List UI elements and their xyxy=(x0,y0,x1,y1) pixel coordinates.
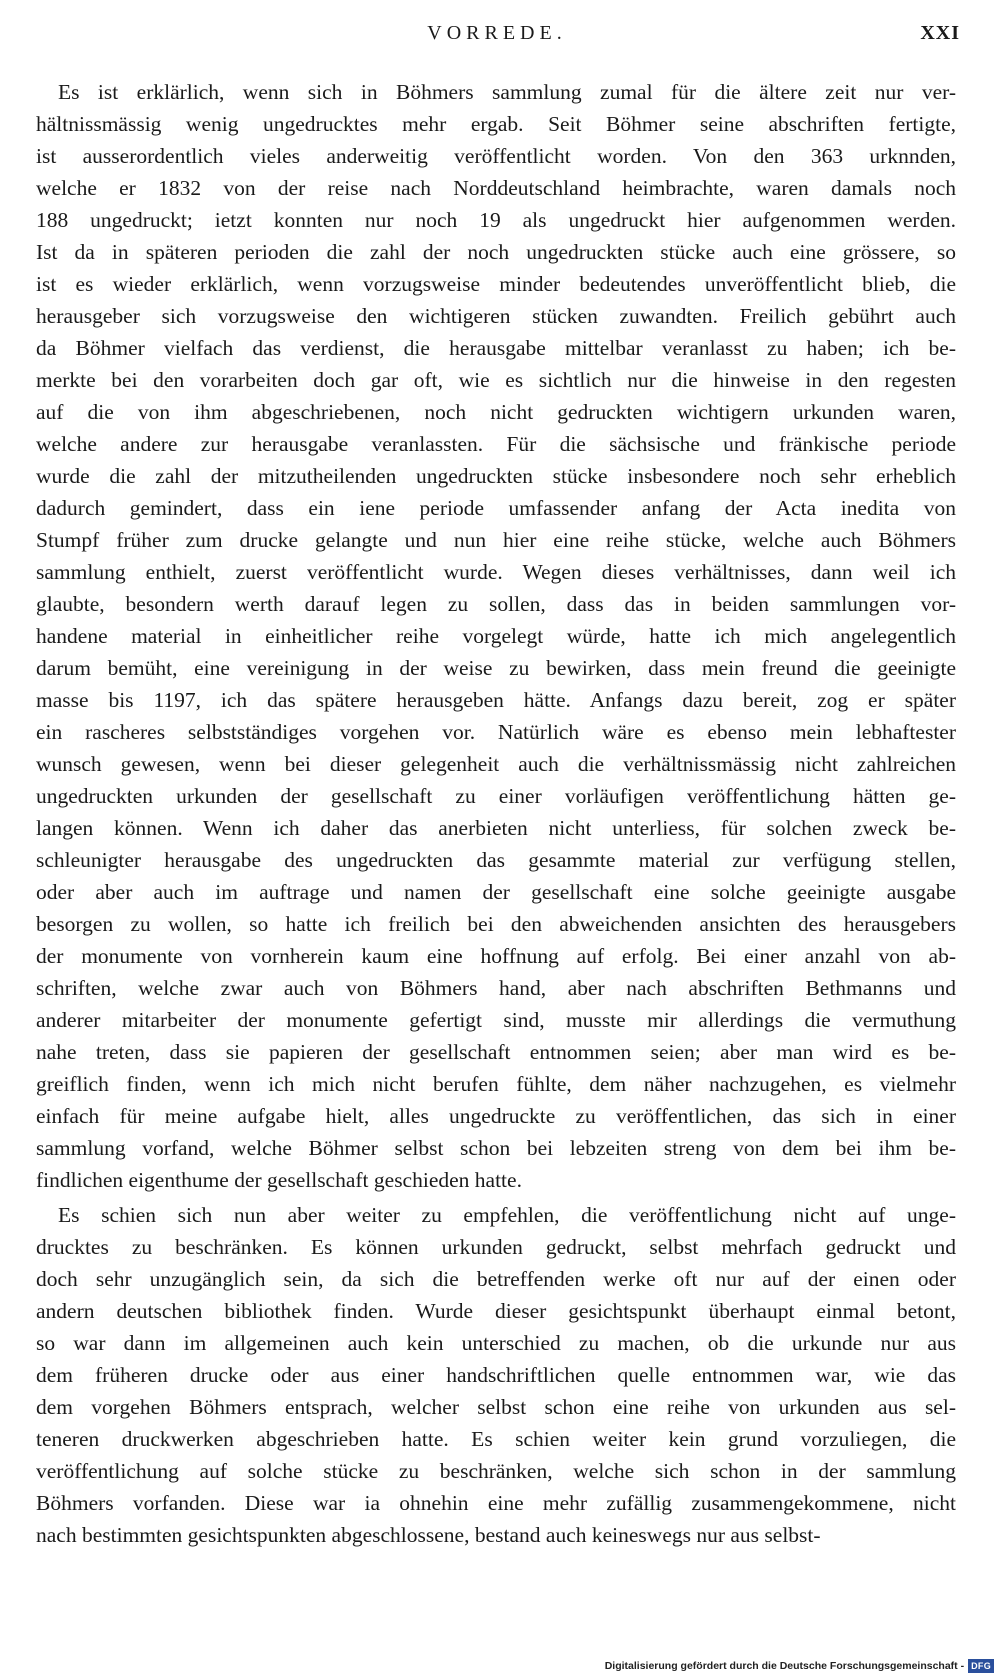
text-line: ein rascheres selbstständiges vorgehen vor. Natürlich wäre es ebenso mein lebhaftester xyxy=(36,720,956,744)
text-line: Stumpf früher zum drucke gelangte und nun hier eine reihe stücke, welche auch Böhmers xyxy=(36,528,956,552)
paragraph xyxy=(36,1199,956,1551)
text-line: schleunigter herausgabe des ungedruckten das gesammte material zur verfügung stellen, xyxy=(36,848,956,872)
text-line: doch sehr unzugänglich sein, da sich die betreffenden werke oft nur auf der einen oder xyxy=(36,1267,956,1291)
text-line: welche er 1832 von der reise nach Norddeutschland heimbrachte, waren damals noch xyxy=(36,176,956,200)
text-line: wunsch gewesen, wenn bei dieser gelegenheit auch die verhältnissmässig nicht zahlreichen xyxy=(36,752,956,776)
text-line: Es schien sich nun aber weiter zu empfehlen, die veröffentlichung nicht auf unge- xyxy=(58,1203,956,1227)
paragraph xyxy=(36,76,956,1196)
text-line: findlichen eigenthume der gesellschaft geschieden hatte. xyxy=(36,1168,522,1192)
text-line: andern deutschen bibliothek finden. Wurde dieser gesichtspunkt überhaupt einmal betont, xyxy=(36,1299,956,1323)
text-line: wurde die zahl der mitzutheilenden ungedruckten stücke insbesondere noch sehr erheblich xyxy=(36,464,956,488)
text-line: sammlung vorfand, welche Böhmer selbst schon bei lebzeiten streng von dem bei ihm be- xyxy=(36,1136,956,1160)
text-line: dadurch gemindert, dass ein iene periode umfassender anfang der Acta inedita von xyxy=(36,496,956,520)
text-line: veröffentlichung auf solche stücke zu beschränken, welche sich schon in der sammlung xyxy=(36,1459,956,1483)
text-line: nach bestimmten gesichtspunkten abgeschlossene, bestand auch keineswegs nur aus selbst- xyxy=(36,1523,821,1547)
text-line: dem vorgehen Böhmers entsprach, welcher selbst schon eine reihe von urkunden aus sel- xyxy=(36,1395,956,1419)
text-line: einfach für meine aufgabe hielt, alles ungedruckte zu veröffentlichen, das sich in einer xyxy=(36,1104,956,1128)
text-line: der monumente von vornherein kaum eine hoffnung auf erfolg. Bei einer anzahl von ab- xyxy=(36,944,956,968)
page-number: XXI xyxy=(920,22,960,44)
text-line: oder aber auch im auftrage und namen der gesellschaft eine solche geeinigte ausgabe xyxy=(36,880,956,904)
text-line: hältnissmässig wenig ungedrucktes mehr ergab. Seit Böhmer seine abschriften fertigte, xyxy=(36,112,956,136)
text-line: merkte bei den vorarbeiten doch gar oft, wie es sichtlich nur die hinweise in den regesten xyxy=(36,368,956,392)
text-line: anderer mitarbeiter der monumente gefertigt sind, musste mir allerdings die vermuthung xyxy=(36,1008,956,1032)
text-line: greiflich finden, wenn ich mich nicht berufen fühlte, dem näher nachzugehen, es vielmehr xyxy=(36,1072,956,1096)
text-line: teneren druckwerken abgeschrieben hatte. Es schien weiter kein grund vorzuliegen, die xyxy=(36,1427,956,1451)
text-line: langen können. Wenn ich daher das anerbieten nicht unterliess, für solchen zweck be- xyxy=(36,816,956,840)
text-line: glaubte, besondern werth darauf legen zu sollen, dass das in beiden sammlungen vor- xyxy=(36,592,956,616)
text-line: sammlung enthielt, zuerst veröffentlicht wurde. Wegen dieses verhältnisses, dann weil ich xyxy=(36,560,956,584)
text-line: besorgen zu wollen, so hatte ich freilich bei den abweichenden ansichten des herausgebers xyxy=(36,912,956,936)
running-head xyxy=(34,22,960,52)
text-line: ist es wieder erklärlich, wenn vorzugsweise minder bedeutendes unveröffentlicht blieb, die xyxy=(36,272,956,296)
text-line: auf die von ihm abgeschriebenen, noch nicht gedruckten wichtigern urkunden waren, xyxy=(36,400,956,424)
text-line: Es ist erklärlich, wenn sich in Böhmers sammlung zumal für die ältere zeit nur ver- xyxy=(58,80,956,104)
text-line: dem früheren drucke oder aus einer handschriftlichen quelle entnommen war, wie das xyxy=(36,1363,956,1387)
running-head-title: VORREDE. xyxy=(427,22,567,44)
text-line: ungedruckten urkunden der gesellschaft zu einer vorläufigen veröffentlichung hätten ge- xyxy=(36,784,956,808)
text-line: schriften, welche zwar auch von Böhmers hand, aber nach abschriften Bethmanns und xyxy=(36,976,956,1000)
digitization-credit-text: Digitalisierung gefördert durch die Deutsche Forschungsgemeinschaft - xyxy=(604,1660,965,1672)
text-line: so war dann im allgemeinen auch kein unterschied zu machen, ob die urkunde nur aus xyxy=(36,1331,956,1355)
text-line: ist ausserordentlich vieles anderweitig veröffentlicht worden. Von den 363 urknnden, xyxy=(36,144,956,168)
text-line: 188 ungedruckt; ietzt konnten nur noch 19 als ungedruckt hier aufgenommen werden. xyxy=(36,208,956,232)
text-line: nahe treten, dass sie papieren der gesellschaft entnommen seien; aber man wird es be- xyxy=(36,1040,956,1064)
text-line: Ist da in späteren perioden die zahl der noch ungedruckten stücke auch eine grössere, so xyxy=(36,240,956,264)
text-line: darum bemüht, eine vereinigung in der weise zu bewirken, dass mein freund die geeinigte xyxy=(36,656,956,680)
text-line: handene material in einheitlicher reihe vorgelegt würde, hatte ich mich angelegentlich xyxy=(36,624,956,648)
dfg-logo: DFG xyxy=(968,1659,994,1673)
body-text xyxy=(36,76,956,1551)
text-line: Böhmers vorfanden. Diese war ia ohnehin eine mehr zufällig zusammengekommene, nicht xyxy=(36,1491,956,1515)
text-line: da Böhmer vielfach das verdienst, die herausgabe mittelbar veranlasst zu haben; ich be- xyxy=(36,336,956,360)
text-line: welche andere zur herausgabe veranlassten. Für die sächsische und fränkische periode xyxy=(36,432,956,456)
text-line: herausgeber sich vorzugsweise den wichtigeren stücken zuwandten. Freilich gebührt auch xyxy=(36,304,956,328)
text-line: masse bis 1197, ich das spätere herausgeben hätte. Anfangs dazu bereit, zog er später xyxy=(36,688,956,712)
digitization-credit xyxy=(605,1658,994,1674)
text-line: drucktes zu beschränken. Es können urkunden gedruckt, selbst mehrfach gedruckt und xyxy=(36,1235,956,1259)
